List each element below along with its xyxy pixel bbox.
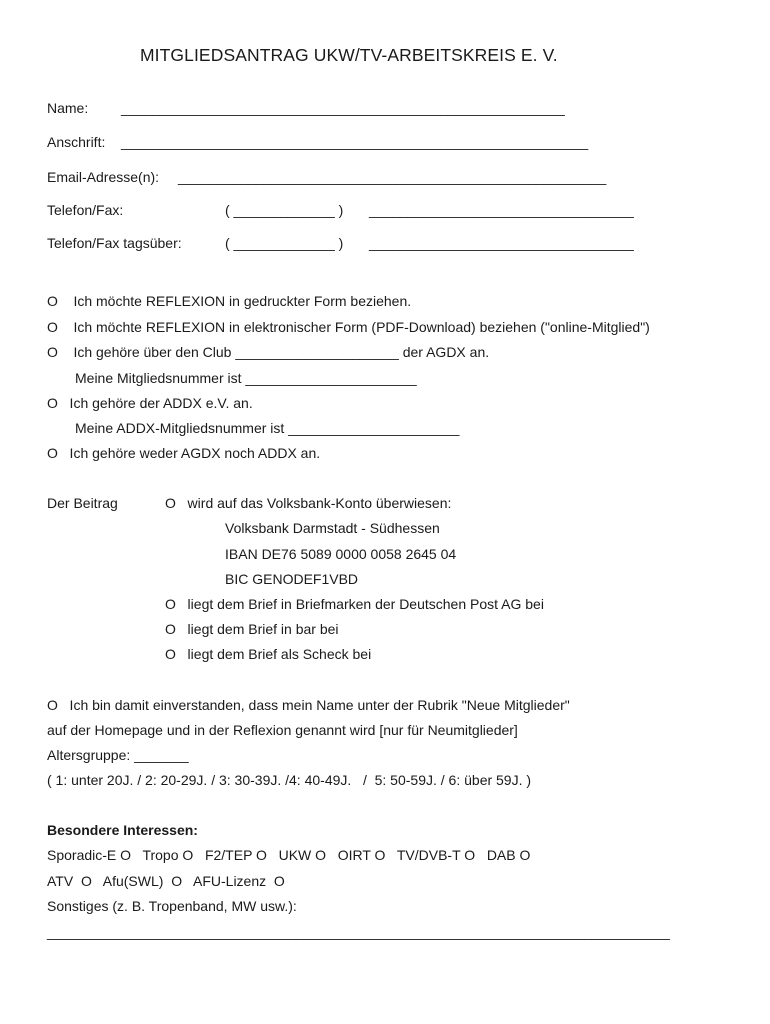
fee-label: Der Beitrag	[47, 495, 118, 511]
fee-option-bank-transfer[interactable]: O wird auf das Volksbank-Konto überwiesen:	[165, 495, 452, 511]
phone-area-code-field[interactable]: ( _____________ )	[225, 202, 344, 218]
fee-option-stamps[interactable]: O liegt dem Brief in Briefmarken der Deutschen Post AG bei	[165, 596, 544, 612]
bank-bic: BIC GENODEF1VBD	[225, 571, 359, 587]
email-label: Email-Adresse(n):	[47, 169, 160, 185]
fee-option-cheque[interactable]: O liegt dem Brief als Scheck bei	[165, 646, 372, 662]
email-field-line[interactable]: _______________________________________________________	[178, 169, 607, 185]
phone-number-field-line[interactable]: __________________________________	[369, 202, 634, 218]
agdx-member-number-line[interactable]: Meine Mitgliedsnummer ist ______________________	[75, 370, 417, 386]
option-no-membership[interactable]: O Ich gehöre weder AGDX noch ADDX an.	[47, 445, 321, 461]
option-addx-member[interactable]: O Ich gehöre der ADDX e.V. an.	[47, 395, 253, 411]
bank-iban: IBAN DE76 5089 0000 0058 2645 04	[225, 546, 457, 562]
other-interests-line[interactable]: ________________________________________________________________________________	[47, 924, 670, 940]
phone-daytime-area-code-field[interactable]: ( _____________ )	[225, 235, 344, 251]
option-agdx-club-member[interactable]: O Ich gehöre über den Club _____________________ der AGDX an.	[47, 344, 490, 360]
name-label: Name:	[47, 100, 89, 116]
other-interests-label: Sonstiges (z. B. Tropenband, MW usw.):	[47, 898, 297, 914]
phone-daytime-number-field-line[interactable]: __________________________________	[369, 235, 634, 251]
addx-member-number-line[interactable]: Meine ADDX-Mitgliedsnummer ist ______________________	[75, 420, 460, 436]
age-group-legend: ( 1: unter 20J. / 2: 20-29J. / 3: 30-39J. /4: 40-49J. / 5: 50-59J. / 6: über 59J. )	[47, 772, 532, 788]
phone-daytime-label: Telefon/Fax tagsüber:	[47, 235, 182, 251]
interests-heading: Besondere Interessen:	[47, 822, 198, 838]
interests-options-row-1[interactable]: Sporadic-E O Tropo O F2/TEP O UKW O OIRT O TV/DVB-T O DAB O	[47, 847, 531, 863]
option-printed-reflexion[interactable]: O Ich möchte REFLEXION in gedruckter Form beziehen.	[47, 293, 412, 309]
address-field-line[interactable]: ____________________________________________________________	[121, 134, 589, 150]
name-field-line[interactable]: _________________________________________________________	[121, 100, 565, 116]
fee-option-cash[interactable]: O liegt dem Brief in bar bei	[165, 621, 339, 637]
bank-name: Volksbank Darmstadt - Südhessen	[225, 520, 440, 536]
phone-label: Telefon/Fax:	[47, 202, 124, 218]
address-label: Anschrift:	[47, 134, 106, 150]
consent-option[interactable]: O Ich bin damit einverstanden, dass mein Name unter der Rubrik "Neue Mitglieder"	[47, 697, 570, 713]
page-title: MITGLIEDSANTRAG UKW/TV-ARBEITSKREIS E. V.	[140, 45, 558, 65]
consent-text-continued: auf der Homepage und in der Reflexion genannt wird [nur für Neumitglieder]	[47, 722, 518, 738]
option-electronic-reflexion[interactable]: O Ich möchte REFLEXION in elektronischer Form (PDF-Download) beziehen ("online-Mitglied")	[47, 319, 650, 335]
interests-options-row-2[interactable]: ATV O Afu(SWL) O AFU-Lizenz O	[47, 873, 285, 889]
age-group-field[interactable]: Altersgruppe: _______	[47, 747, 189, 763]
